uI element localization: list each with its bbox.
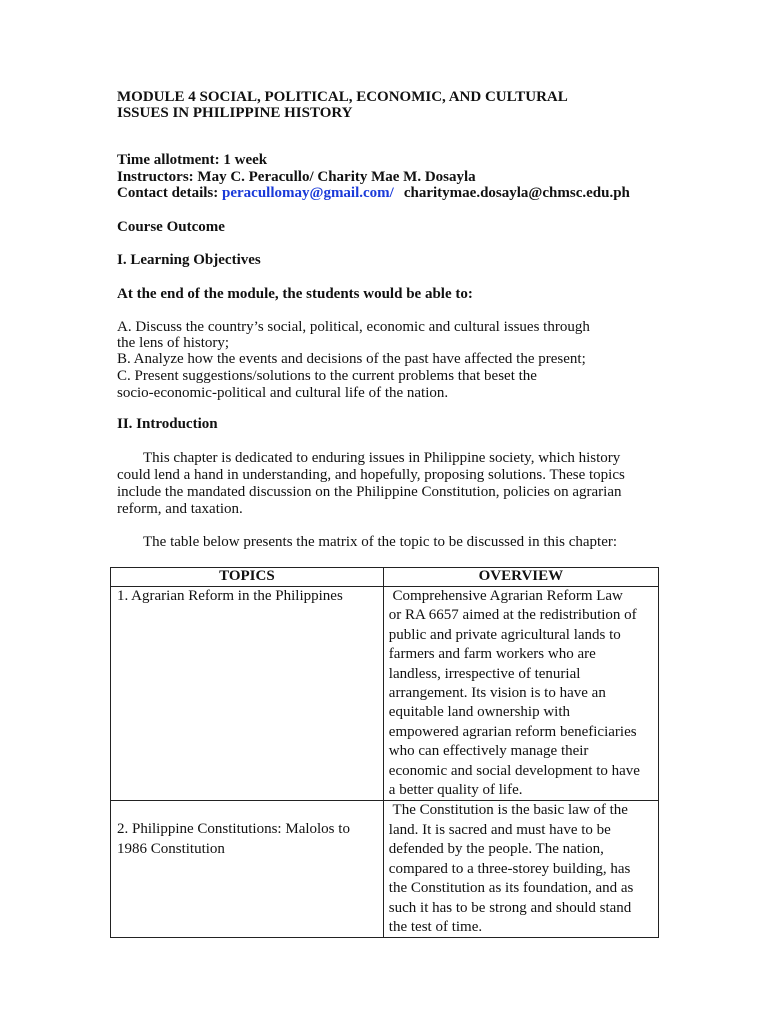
overview-line: or RA 6657 aimed at the redistribution of [388,607,637,624]
overview-line: equitable land ownership with [388,704,571,721]
overview-line: The Constitution is the basic law of the [388,802,628,819]
overview-cell [383,587,658,801]
overview-line: such it has to be strong and should stand [388,899,632,916]
overview-line: compared to a three-storey building, has [388,860,631,877]
table-row [111,587,659,801]
table-header-row [111,568,659,587]
table-row [111,801,659,938]
overview-line: farmers and farm workers who are [388,646,596,663]
overview-line: economic and social development to have [388,762,640,779]
objective-a-line2: the lens of history; [117,335,230,351]
topic-text: 1. Agrarian Reform in the Philippines [117,588,343,604]
topic-cell [111,801,384,938]
overview-line: landless, irrespective of tenurial [388,665,581,682]
module-title-line1: MODULE 4 SOCIAL, POLITICAL, ECONOMIC, AND CULTURAL [117,89,568,105]
table-intro-line: The table below presents the matrix of the topic to be discussed in this chapter: [143,534,618,550]
intro-paragraph-line1: This chapter is dedicated to enduring issues in Philippine society, which history [143,450,621,466]
overview-line: a better quality of life. [388,782,523,799]
topic-text-line2: 1986 Constitution [117,840,225,857]
topic-cell [111,587,384,801]
overview-line: who can effectively manage their [388,743,589,760]
instructors: Instructors: May C. Peracullo/ Charity Mae M. Dosayla [117,169,476,185]
introduction-heading: II. Introduction [117,416,218,432]
intro-paragraph-line4: reform, and taxation. [117,501,243,517]
learning-objectives-heading: I. Learning Objectives [117,252,261,268]
module-title-line2: ISSUES IN PHILIPPINE HISTORY [117,105,353,121]
objective-a-line1: A. Discuss the country’s social, political, economic and cultural issues through [117,319,590,335]
overview-line: arrangement. Its vision is to have an [388,685,606,702]
objective-c-line2: socio-economic-political and cultural life of the nation. [117,385,449,401]
objectives-intro: At the end of the module, the students would be able to: [117,286,473,302]
contact-details [117,184,630,202]
column-header-overview: OVERVIEW [383,568,658,587]
objective-c-line1: C. Present suggestions/solutions to the current problems that beset the [117,368,537,384]
overview-line: Comprehensive Agrarian Reform Law [388,588,623,604]
overview-line: the test of time. [388,918,483,935]
overview-line: public and private agricultural lands to [388,626,621,643]
overview-cell [383,801,658,938]
contact-email-link[interactable]: peracullomay@gmail.com/ [222,185,394,201]
column-header-topics: TOPICS [111,568,384,587]
topics-matrix-table [110,567,659,938]
objective-b: B. Analyze how the events and decisions of the past have affected the present; [117,351,586,367]
overview-line: defended by the people. The nation, [388,841,604,858]
time-allotment: Time allotment: 1 week [117,152,268,168]
overview-line: the Constitution as its foundation, and as [388,880,634,897]
contact-email-2: charitymae.dosayla@chmsc.edu.ph [403,185,630,201]
overview-line: empowered agrarian reform beneficiaries [388,723,637,740]
intro-paragraph-line3: include the mandated discussion on the Philippine Constitution, policies on agrarian [117,484,622,500]
contact-label: Contact details: [117,185,222,201]
overview-line: land. It is sacred and must have to be [388,821,611,838]
intro-paragraph-line2: could lend a hand in understanding, and hopefully, proposing solutions. These topics [117,467,625,483]
topic-text-line1: 2. Philippine Constitutions: Malolos to [117,821,350,838]
course-outcome-heading: Course Outcome [117,219,225,235]
